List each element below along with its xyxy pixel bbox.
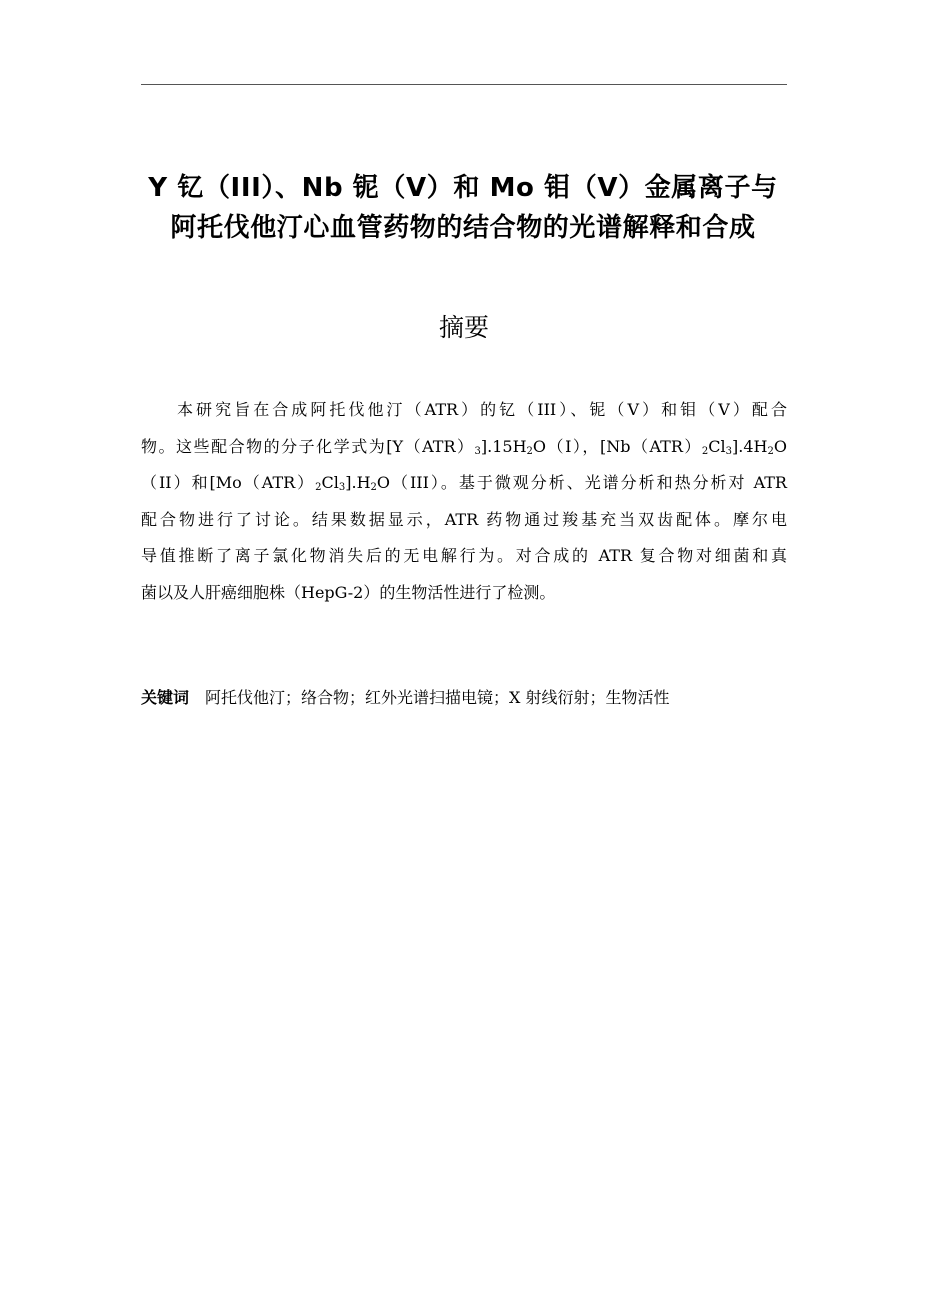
header-rule — [141, 84, 787, 85]
text-run: O（I），[Nb（ATR） — [532, 436, 702, 456]
subscript: 2 — [370, 482, 377, 494]
keywords-label: 关键词 — [141, 688, 190, 707]
subscript: 2 — [315, 482, 322, 494]
abstract-line-5: 导值推断了离子氯化物消失后的无电解行为。对合成的 ATR 复合物对细菌和真 — [141, 546, 787, 566]
paper-title — [120, 168, 806, 248]
subscript: 3 — [725, 445, 733, 457]
text-run: O（III）。基于微观分析、光谱分析和热分析对 ATR — [376, 473, 787, 493]
abstract-line-1: 本研究旨在合成阿托伐他汀（ATR）的钇（III）、铌（V）和钼（V）配合 — [177, 400, 787, 419]
subscript: 2 — [767, 445, 774, 457]
abstract-line-2 — [141, 429, 787, 466]
text-run: 物。这些配合物的分子化学式为[Y（ATR） — [141, 436, 475, 456]
subscript: 3 — [474, 445, 481, 457]
title-line-1: Y 钇（III）、Nb 铌（V）和 Mo 钼（V）金属离子与 — [148, 173, 778, 203]
abstract-body — [141, 392, 787, 612]
subscript: 2 — [526, 445, 533, 457]
abstract-line-6: 菌以及人肝癌细胞株（HepG-2）的生物活性进行了检测。 — [141, 582, 556, 602]
abstract-line-4: 配合物进行了讨论。结果数据显示，ATR 药物通过羧基充当双齿配体。摩尔电 — [141, 509, 787, 529]
text-run: O — [773, 436, 787, 456]
subscript: 2 — [701, 445, 709, 457]
text-run: ].15H — [480, 436, 527, 456]
subscript: 3 — [338, 482, 346, 494]
text-run: Cl — [708, 436, 726, 456]
text-run: （II）和[Mo（ATR） — [141, 473, 316, 493]
text-run: ].4H — [732, 436, 768, 456]
title-line-2: 阿托伐他汀心血管药物的结合物的光谱解释和合成 — [170, 213, 756, 243]
abstract-line-3 — [141, 465, 787, 502]
text-run: Cl — [321, 473, 339, 493]
abstract-heading: 摘要 — [438, 313, 489, 342]
text-run: ].H — [345, 473, 371, 493]
keywords — [141, 683, 787, 713]
keywords-text: 阿托伐他汀；络合物；红外光谱扫描电镜；X 射线衍射；生物活性 — [205, 688, 670, 707]
